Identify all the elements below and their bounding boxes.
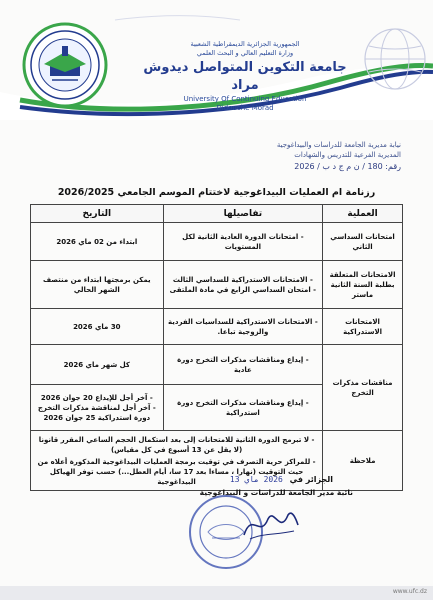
cell-operation: الامتحانات الاستدراكية	[323, 309, 403, 345]
table-row	[31, 261, 403, 309]
ministry-line: وزارة التعليم العالي و البحث العلمي	[196, 49, 294, 57]
university-name-en: University Of Continuing Education	[183, 95, 307, 103]
cell-details: - إيداع ومناقشات مذكرات التخرج دورة استدراكية	[163, 385, 323, 431]
note-line: - لا تبرمج الدورة الثانية للامتحانات إلى بعد استكمال الحجم الساعي المقرر قانونا (لا يقل عن 13 أسبوع في كل مقياس)	[38, 435, 315, 454]
cell-date	[31, 385, 164, 431]
document-title: رزنامة ام العمليات البيداغوجية لاختتام الموسم الجامعي 2026/2025	[57, 187, 376, 198]
cell-date: 30 ماي 2026	[31, 309, 164, 345]
detail-line: - الامتحانات الاستدراكية للسداسي الثالث	[172, 275, 313, 284]
table-row	[31, 345, 403, 385]
republic-line: الجمهورية الجزائرية الديمقراطية الشعبية	[190, 40, 300, 48]
footer-bar	[0, 586, 433, 600]
cell-date: ابتداء من 02 ماي 2026	[31, 223, 164, 261]
table-row	[31, 223, 403, 261]
department-line-2: المديرية الفرعية للتدريس والشهادات	[294, 151, 401, 159]
department-line-1: نيابة مديرية الجامعة للدراسات والبيداغوجية	[276, 141, 401, 149]
university-name-ar: جامعة التكوين المتواصل ديدوش مراد	[143, 60, 347, 93]
schedule-table	[30, 204, 403, 491]
table-row	[31, 431, 403, 491]
cell-date: كل شهر ماي 2026	[31, 345, 164, 385]
table-row	[31, 309, 403, 345]
date-line: - آخر أجل للإيداع 20 جوان 2026	[40, 393, 153, 402]
date-line: - آخر أجل لمناقشة مذكرات التخرج دورة استدراكية 25 جوان 2026	[37, 403, 156, 422]
place-and-date	[230, 475, 333, 484]
header-details: تفاصيلها	[163, 205, 323, 223]
header-operation: العملية	[323, 205, 403, 223]
cell-operation: امتحانات السداسي الثاني	[323, 223, 403, 261]
globe-icon	[360, 24, 430, 94]
university-name-en-2: Didouche Morad	[216, 104, 274, 112]
cell-operation: ملاحظة	[323, 431, 403, 491]
signature-icon	[240, 505, 300, 545]
footer-text: www.ufc.dz	[392, 588, 427, 595]
cell-details: - امتحانات الدورة العادية الثانية لكل المستويات	[163, 223, 323, 261]
detail-line: - امتحان السداسي الرابع في مادة الملتقى	[169, 285, 317, 294]
table-header-row	[31, 205, 403, 223]
cell-date: يمكن برمجتها ابتداء من منتصف الشهر الحالي	[31, 261, 164, 309]
letterhead	[0, 0, 433, 120]
signature-date: 2026 ماي 13	[229, 475, 283, 484]
cell-details	[163, 261, 323, 309]
letterhead-text	[140, 40, 350, 113]
header-date: التاريخ	[31, 205, 164, 223]
university-logo	[22, 22, 108, 108]
department-stamp-block	[251, 140, 401, 172]
cell-details: - إيداع ومناقشات مذكرات التخرج دورة عادية	[163, 345, 323, 385]
cell-operation: مناقشات مذكرات التخرج	[323, 345, 403, 431]
cell-operation: الامتحانات المتعلقة بطلبة السنة الثانية ماستر	[323, 261, 403, 309]
place-label: الجزائر في	[289, 475, 333, 484]
note-line: - للمراكز حرية التصرف في توقيت برمجة العمليات البيداغوجية المذكورة أعلاه من حيث التوقيت (نهارا ، مساءا بعد 17 سا، أيام العطل...) حسب توفر الهياكل البيداغوجية	[37, 457, 316, 486]
cell-details: - الامتحانات الاستدراكية للسداسيات الفردية والزوجية تباعا.	[163, 309, 323, 345]
signatory-title: نائبة مدير الجامعة للدراسات و البيداغوجية	[199, 488, 353, 497]
reference-number: رقم: 180 / ن م ج د ب / 2026	[294, 162, 401, 171]
